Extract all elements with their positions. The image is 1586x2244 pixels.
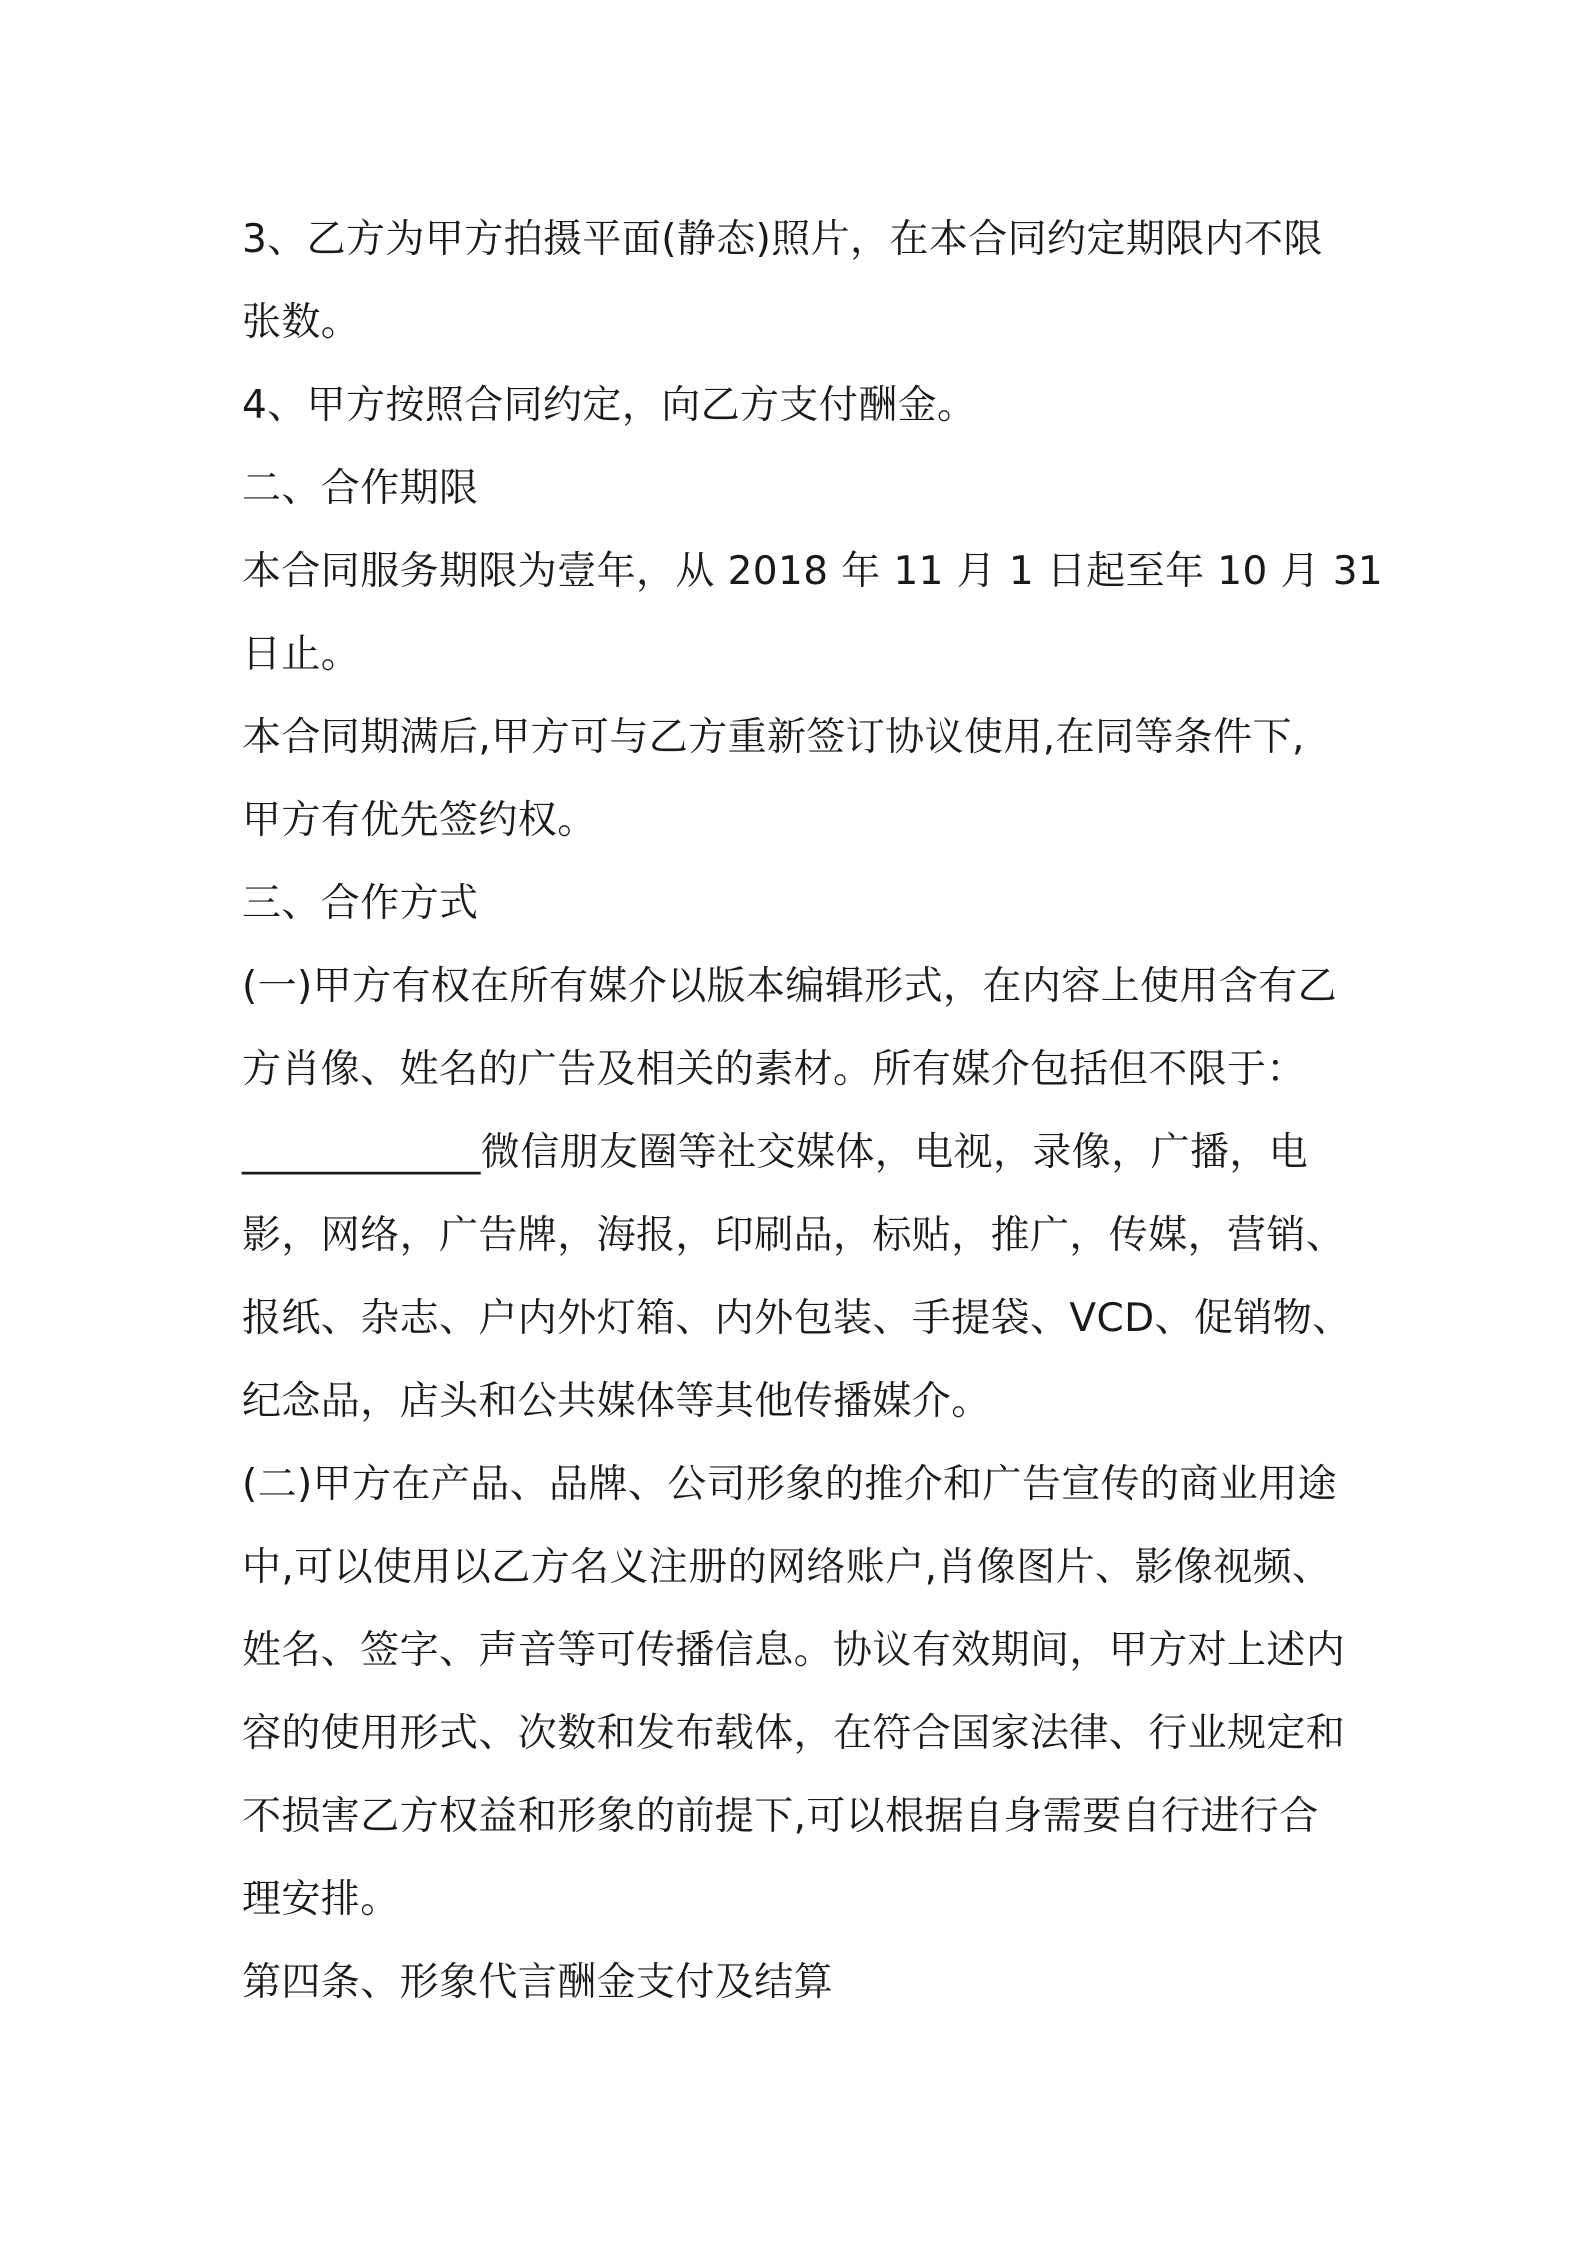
- method-item-2-line-6: 理安排。: [242, 1877, 400, 1922]
- period-paragraph-line-2: 日止。: [242, 632, 361, 677]
- section-heading-cooperation-method: 三、合作方式: [242, 881, 479, 926]
- method-item-1-line-3: ____________微信朋友圈等社交媒体，电视，录像，广播，电: [242, 1130, 1309, 1175]
- method-item-2-line-5: 不损害乙方权益和形象的前提下,可以根据自身需要自行进行合: [242, 1794, 1319, 1839]
- method-item-2-line-1: (二)甲方在产品、品牌、公司形象的推介和广告宣传的商业用途: [242, 1462, 1338, 1507]
- method-item-2-line-3: 姓名、签字、声音等可传播信息。协议有效期间，甲方对上述内: [242, 1628, 1346, 1673]
- method-item-1-line-5: 报纸、杂志、户内外灯箱、内外包装、手提袋、VCD、促销物、: [242, 1296, 1352, 1341]
- clause-4-line: 4、甲方按照合同约定，向乙方支付酬金。: [242, 383, 977, 428]
- method-item-1-line-6: 纪念品，店头和公共媒体等其他传播媒介。: [242, 1379, 991, 1424]
- method-item-2-line-4: 容的使用形式、次数和发布载体，在符合国家法律、行业规定和: [242, 1711, 1346, 1756]
- renewal-paragraph-line-2: 甲方有优先签约权。: [242, 798, 597, 843]
- method-item-1-line-1: (一)甲方有权在所有媒介以版本编辑形式，在内容上使用含有乙: [242, 964, 1338, 1009]
- clause-3-line-2: 张数。: [242, 300, 361, 345]
- method-item-2-line-2: 中,可以使用以乙方名义注册的网络账户,肖像图片、影像视频、: [242, 1545, 1332, 1590]
- section-heading-cooperation-period: 二、合作期限: [242, 466, 479, 511]
- document-body: [242, 198, 1384, 2024]
- method-item-1-line-2: 方肖像、姓名的广告及相关的素材。所有媒介包括但不限于：: [242, 1047, 1306, 1092]
- method-item-1-line-4: 影，网络，广告牌，海报，印刷品，标贴，推广，传媒，营销、: [242, 1213, 1346, 1258]
- clause-3-line-1: 3、乙方为甲方拍摄平面(静态)照片，在本合同约定期限内不限: [242, 217, 1323, 262]
- period-paragraph-line-1: 本合同服务期限为壹年，从 2018 年 11 月 1 日起至年 10 月 31: [242, 549, 1384, 594]
- article-4-heading: 第四条、形象代言酬金支付及结算: [242, 1960, 834, 2005]
- renewal-paragraph-line-1: 本合同期满后,甲方可与乙方重新签订协议使用,在同等条件下,: [242, 715, 1305, 760]
